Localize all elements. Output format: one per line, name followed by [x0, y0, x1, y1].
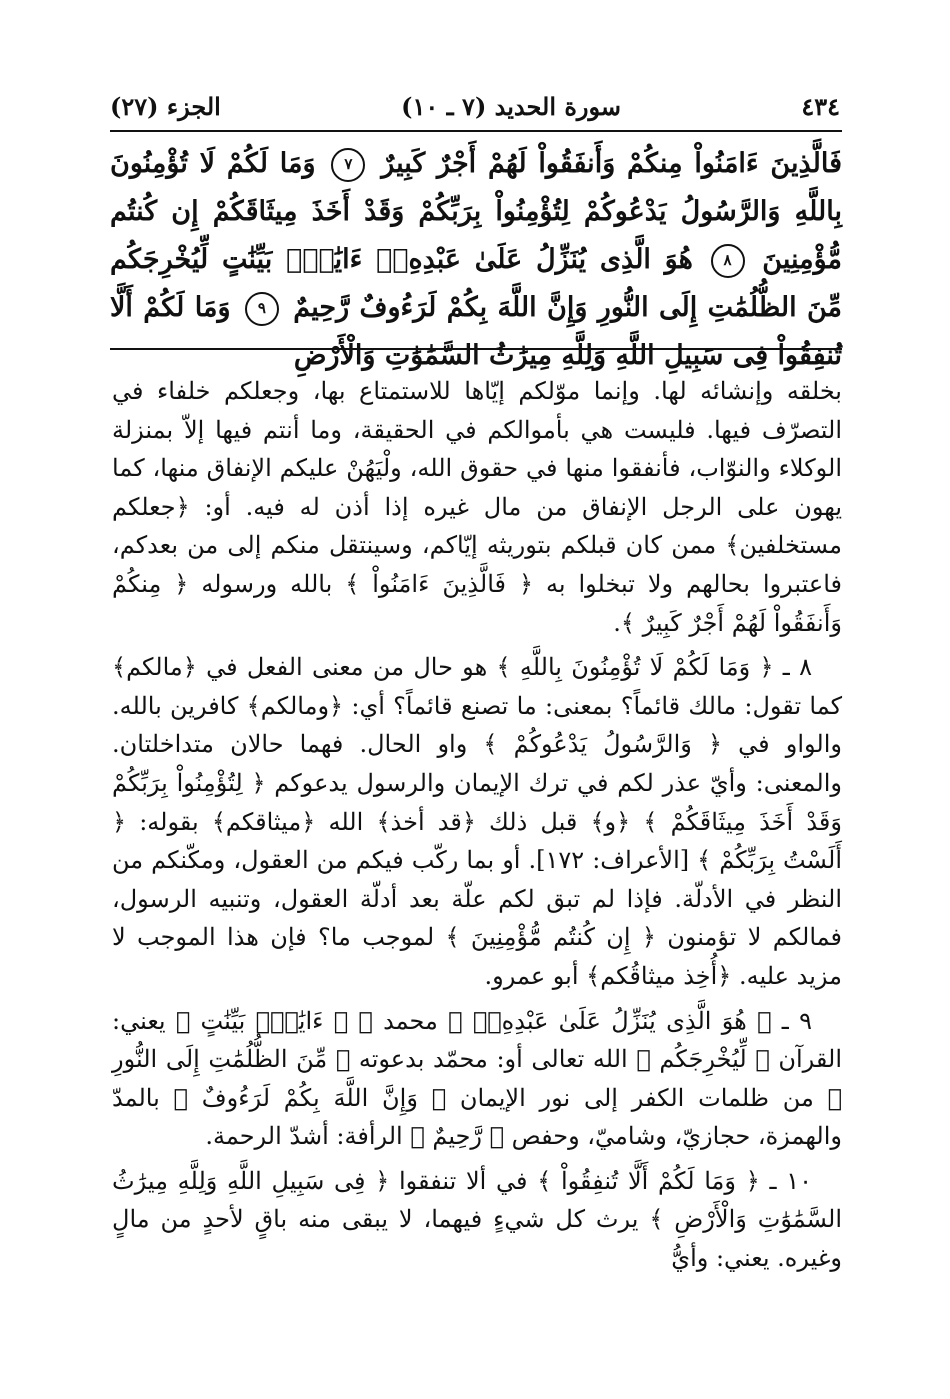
commentary-paragraph-verse-10: ١٠ ـ ﴿ وَمَا لَكُمْ أَلَّا تُنفِقُواْ ﴾ في ألا تنفقوا ﴿ فِى سَبِيلِ اللَّهِ وَلِلَّهِ مِيرَٰثُ السَّمَٰوَٰتِ وَالْأَرْضِ ﴾ يرث كل شيءٍ فيهما، لا يبقى منه باقٍ لأحدٍ من مالٍ وغيره. يعني: وأيُّ — [112, 1166, 842, 1273]
ayah-number-marker: ٨ — [711, 244, 745, 278]
header-divider — [110, 130, 842, 132]
quran-verses — [110, 140, 842, 380]
verse-8: وَمَا لَكُمْ لَا تُؤْمِنُونَ بِاللَّهِ وَالرَّسُولُ يَدْعُوكُمْ لِتُؤْمِنُواْ بِرَبِّكُمْ وَقَدْ أَخَذَ مِيثَاقَكُمْ إِن كُنتُم مُّؤْمِنِينَ — [110, 148, 842, 275]
ayah-number-marker: ٩ — [245, 292, 279, 326]
commentary-paragraph-continuation: بخلقه وإنشائه لها. وإنما موّلكم إيّاها للاستمتاع بها، وجعلكم خلفاء في التصرّف فيها. فليست هي بأموالكم في الحقيقة، وما أنتم فيها إلاّ بمنزلة الوكلاء والنوّاب، فأنفقوا منها في حقوق الله، ولْيَهُنْ عليكم الإنفاق منها، كما يهون على الرجل الإنفاق من مال غيره إذا أذن له فيه. أو: ﴿جعلكم مستخلفين﴾ ممن كان قبلكم بتوريثه إيّاكم، وسينتقل منكم إلى من بعدكم، فاعتبروا بحالهم ولا تبخلوا به ﴿ فَالَّذِينَ ءَامَنُواْ ﴾ بالله ورسوله ﴿ مِنكُمْ وَأَنفَقُواْ لَهُمْ أَجْرٌ كَبِيرٌ ﴾. — [112, 377, 842, 637]
verses-text — [110, 140, 842, 380]
page-number: ٤٣٤ — [801, 91, 840, 121]
tafsir-commentary — [112, 372, 842, 1284]
verse-9: هُوَ الَّذِى يُنَزِّلُ عَلَىٰ عَبْدِهِۦٓ ءَايَٰتٍۭ بَيِّنَٰتٍ لِّيُخْرِجَكُم مِّنَ الظُّلُمَٰتِ إِلَى النُّورِ وَإِنَّ اللَّهَ بِكُمْ لَرَءُوفٌ رَّحِيمٌ — [110, 244, 842, 323]
surah-title: سورة الحديد (٧ ـ ١٠) — [401, 91, 622, 121]
ayah-number-marker: ٧ — [331, 148, 365, 182]
page-header — [110, 86, 840, 126]
verses-divider — [110, 348, 842, 350]
commentary-paragraph-verse-9: ٩ ـ ﴿ هُوَ الَّذِى يُنَزِّلُ عَلَىٰ عَبْدِهِۦٓ ﴾ محمد ﷺ ﴿ ءَايَٰتٍۭ بَيِّنَٰتٍ ﴾ يعني: القرآن ﴿ لِّيُخْرِجَكُم ﴾ الله تعالى أو: محمّد بدعوته ﴿ مِّنَ الظُّلُمَٰتِ إِلَى النُّورِ ﴾ من ظلمات الكفر إلى نور الإيمان ﴿ وَإِنَّ اللَّهَ بِكُمْ لَرَءُوفٌ ﴾ بالمدّ والهمزة، حجازيّ، وشاميّ، وحفص ﴿ رَّحِيمٌ ﴾ الرأفة: أشدّ الرحمة. — [112, 1006, 842, 1151]
commentary-paragraph-verse-8: ٨ ـ ﴿ وَمَا لَكُمْ لَا تُؤْمِنُونَ بِاللَّهِ ﴾ هو حال من معنى الفعل في ﴿مالكم﴾ كما تقول: مالك قائماً؟ بمعنى: ما تصنع قائماً؟ أي: ﴿ومالكم﴾ كافرين بالله. والواو في ﴿ وَالرَّسُولُ يَدْعُوكُمْ ﴾ واو الحال. فهما حالان متداخلتان. والمعنى: وأيّ عذر لكم في ترك الإيمان والرسول يدعوكم ﴿ لِتُؤْمِنُواْ بِرَبِّكُمْ وَقَدْ أَخَذَ مِيثَاقَكُمْ ﴾ ﴿و﴾ قبل ذلك ﴿قد أخذ﴾ الله ﴿ميثاقكم﴾ بقوله: ﴿ أَلَسْتُ بِرَبِّكُمْ ﴾ [الأعراف: ١٧٢]. أو بما ركّب فيكم من العقول، ومكّنكم من النظر في الأدلّة. فإذا لم تبق لكم علّة بعد أدلّة العقول، وتنبيه الرسول، فمالكم لا تؤمنون ﴿ إِن كُنتُم مُّؤْمِنِينَ ﴾ لموجب ما؟ فإن هذا الموجب لا مزيد عليه. ﴿أُخِذ ميثاقُكم﴾ أبو عمرو. — [112, 653, 843, 990]
verse-10: وَمَا لَكُمْ أَلَّا تُنفِقُواْ فِى سَبِيلِ اللَّهِ وَلِلَّهِ مِيرَٰثُ السَّمَٰوَٰتِ وَالْأَرْضِ — [110, 292, 842, 371]
verse-7: فَالَّذِينَ ءَامَنُواْ مِنكُمْ وَأَنفَقُواْ لَهُمْ أَجْرٌ كَبِيرٌ — [381, 148, 843, 179]
juz-label: الجزء (٢٧) — [110, 91, 221, 121]
